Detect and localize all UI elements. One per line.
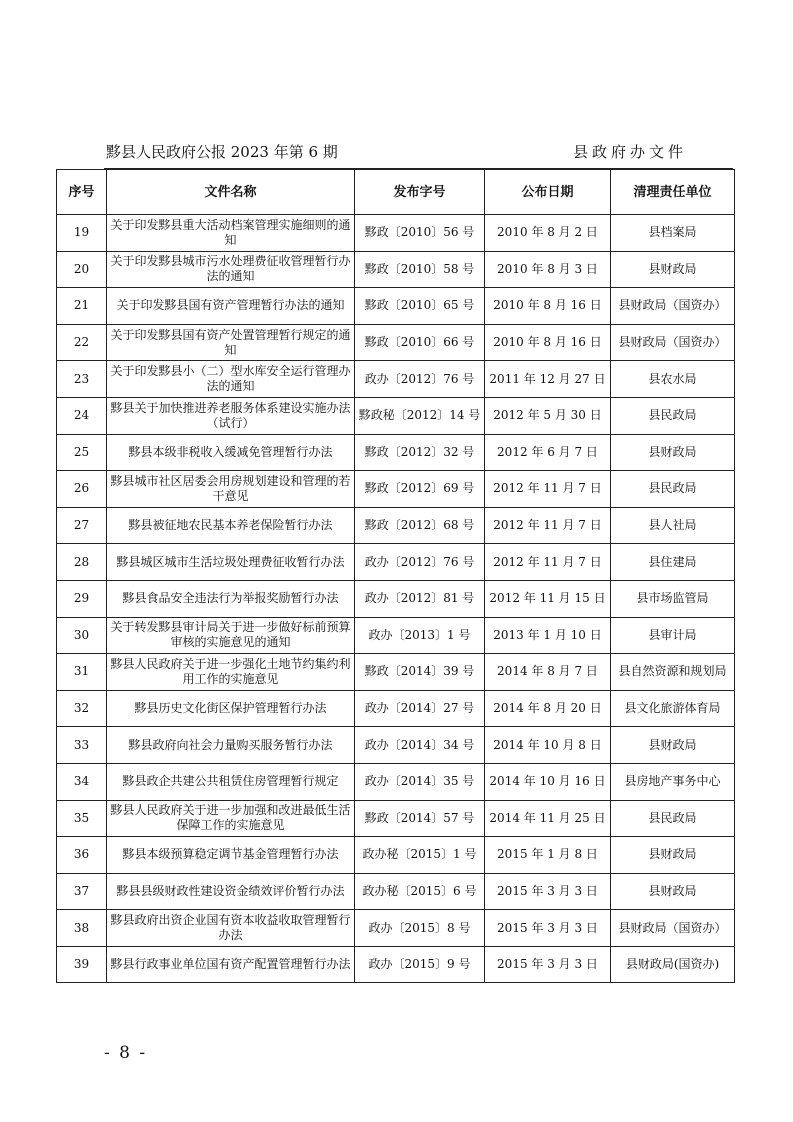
row-number: 29 xyxy=(57,580,107,617)
publish-date: 2013 年 1 月 10 日 xyxy=(485,617,611,654)
publish-date: 2014 年 8 月 7 日 xyxy=(485,654,611,691)
row-number: 36 xyxy=(57,837,107,874)
file-name: 黟县食品安全违法行为举报奖励暂行办法 xyxy=(107,580,355,617)
table-row xyxy=(57,837,735,874)
publish-date: 2010 年 8 月 16 日 xyxy=(485,288,611,325)
row-number: 19 xyxy=(57,215,107,252)
publish-date: 2014 年 10 月 16 日 xyxy=(485,763,611,800)
table-row xyxy=(57,873,735,910)
publish-date: 2011 年 12 月 27 日 xyxy=(485,361,611,398)
publish-date: 2014 年 11 月 25 日 xyxy=(485,800,611,837)
row-number: 23 xyxy=(57,361,107,398)
row-number: 33 xyxy=(57,727,107,764)
publish-date: 2015 年 3 月 3 日 xyxy=(485,946,611,983)
responsible-unit: 县审计局 xyxy=(611,617,735,654)
row-number: 39 xyxy=(57,946,107,983)
bulletin-title: 黟县人民政府公报 2023 年第 6 期 xyxy=(106,143,338,161)
col-header-name: 文件名称 xyxy=(107,170,355,215)
responsible-unit: 县民政局 xyxy=(611,471,735,508)
responsible-unit: 县财政局(国资办) xyxy=(611,946,735,983)
publish-date: 2015 年 3 月 3 日 xyxy=(485,873,611,910)
responsible-unit: 县市场监管局 xyxy=(611,580,735,617)
publish-date: 2012 年 5 月 30 日 xyxy=(485,397,611,434)
file-name: 关于印发黟县国有资产管理暂行办法的通知 xyxy=(107,288,355,325)
issue-code: 黟政〔2010〕56 号 xyxy=(355,215,485,252)
file-name: 关于印发黟县国有资产处置管理暂行规定的通知 xyxy=(107,324,355,361)
responsible-unit: 县民政局 xyxy=(611,800,735,837)
publish-date: 2012 年 11 月 7 日 xyxy=(485,471,611,508)
file-name: 关于转发黟县审计局关于进一步做好标前预算审核的实施意见的通知 xyxy=(107,617,355,654)
row-number: 34 xyxy=(57,763,107,800)
file-name: 黟县行政事业单位国有资产配置管理暂行办法 xyxy=(107,946,355,983)
row-number: 27 xyxy=(57,507,107,544)
issue-code: 黟政〔2010〕65 号 xyxy=(355,288,485,325)
row-number: 38 xyxy=(57,910,107,947)
table-header-row xyxy=(57,170,735,215)
responsible-unit: 县自然资源和规划局 xyxy=(611,654,735,691)
publish-date: 2012 年 11 月 15 日 xyxy=(485,580,611,617)
row-number: 28 xyxy=(57,544,107,581)
responsible-unit: 县财政局 xyxy=(611,837,735,874)
col-header-no: 序号 xyxy=(57,170,107,215)
responsible-unit: 县财政局 xyxy=(611,727,735,764)
issue-code: 政办〔2014〕27 号 xyxy=(355,690,485,727)
publish-date: 2012 年 11 月 7 日 xyxy=(485,544,611,581)
issue-code: 政办秘〔2015〕1 号 xyxy=(355,837,485,874)
issue-code: 黟政〔2014〕57 号 xyxy=(355,800,485,837)
table-row xyxy=(57,397,735,434)
row-number: 26 xyxy=(57,471,107,508)
responsible-unit: 县文化旅游体育局 xyxy=(611,690,735,727)
table-row xyxy=(57,215,735,252)
col-header-code: 发布字号 xyxy=(355,170,485,215)
table-body xyxy=(57,215,735,983)
publish-date: 2012 年 11 月 7 日 xyxy=(485,507,611,544)
document-table xyxy=(56,169,735,983)
table-row xyxy=(57,507,735,544)
table-row xyxy=(57,324,735,361)
publish-date: 2010 年 8 月 3 日 xyxy=(485,251,611,288)
file-name: 黟县人民政府关于进一步加强和改进最低生活保障工作的实施意见 xyxy=(107,800,355,837)
publish-date: 2012 年 6 月 7 日 xyxy=(485,434,611,471)
row-number: 21 xyxy=(57,288,107,325)
publish-date: 2010 年 8 月 16 日 xyxy=(485,324,611,361)
table-row xyxy=(57,910,735,947)
responsible-unit: 县人社局 xyxy=(611,507,735,544)
publish-date: 2015 年 1 月 8 日 xyxy=(485,837,611,874)
file-name: 关于印发黟县重大活动档案管理实施细则的通知 xyxy=(107,215,355,252)
table-row xyxy=(57,580,735,617)
section-title: 县政府办文件 xyxy=(572,143,687,161)
file-name: 关于印发黟县城市污水处理费征收管理暂行办法的通知 xyxy=(107,251,355,288)
table-row xyxy=(57,617,735,654)
file-name: 黟县城区城市生活垃圾处理费征收暂行办法 xyxy=(107,544,355,581)
responsible-unit: 县住建局 xyxy=(611,544,735,581)
responsible-unit: 县农水局 xyxy=(611,361,735,398)
table-row xyxy=(57,544,735,581)
table-row xyxy=(57,361,735,398)
table-row xyxy=(57,800,735,837)
issue-code: 政办〔2015〕9 号 xyxy=(355,946,485,983)
row-number: 31 xyxy=(57,654,107,691)
issue-code: 黟政〔2014〕39 号 xyxy=(355,654,485,691)
publish-date: 2015 年 3 月 3 日 xyxy=(485,910,611,947)
issue-code: 黟政〔2012〕32 号 xyxy=(355,434,485,471)
file-name: 黟县本级预算稳定调节基金管理暂行办法 xyxy=(107,837,355,874)
file-name: 黟县城市社区居委会用房规划建设和管理的若干意见 xyxy=(107,471,355,508)
file-name: 黟县县级财政性建设资金绩效评价暂行办法 xyxy=(107,873,355,910)
issue-code: 政办〔2012〕76 号 xyxy=(355,544,485,581)
page-header xyxy=(104,140,733,170)
issue-code: 政办秘〔2015〕6 号 xyxy=(355,873,485,910)
publish-date: 2010 年 8 月 2 日 xyxy=(485,215,611,252)
col-header-date: 公布日期 xyxy=(485,170,611,215)
table-row xyxy=(57,288,735,325)
file-name: 黟县人民政府关于进一步强化土地节约集约利用工作的实施意见 xyxy=(107,654,355,691)
row-number: 35 xyxy=(57,800,107,837)
file-name: 黟县关于加快推进养老服务体系建设实施办法（试行） xyxy=(107,397,355,434)
row-number: 32 xyxy=(57,690,107,727)
table-row xyxy=(57,763,735,800)
responsible-unit: 县财政局（国资办） xyxy=(611,910,735,947)
issue-code: 政办〔2015〕8 号 xyxy=(355,910,485,947)
issue-code: 政办〔2014〕35 号 xyxy=(355,763,485,800)
issue-code: 政办〔2012〕76 号 xyxy=(355,361,485,398)
responsible-unit: 县财政局（国资办） xyxy=(611,324,735,361)
file-name: 关于印发黟县小（二）型水库安全运行管理办法的通知 xyxy=(107,361,355,398)
table-row xyxy=(57,434,735,471)
issue-code: 黟政〔2012〕69 号 xyxy=(355,471,485,508)
table-row xyxy=(57,654,735,691)
file-name: 黟县政企共建公共租赁住房管理暂行规定 xyxy=(107,763,355,800)
issue-code: 政办〔2012〕81 号 xyxy=(355,580,485,617)
row-number: 22 xyxy=(57,324,107,361)
issue-code: 政办〔2013〕1 号 xyxy=(355,617,485,654)
row-number: 25 xyxy=(57,434,107,471)
row-number: 20 xyxy=(57,251,107,288)
file-name: 黟县历史文化街区保护管理暂行办法 xyxy=(107,690,355,727)
table-row xyxy=(57,251,735,288)
page-number: - 8 - xyxy=(104,1043,148,1063)
issue-code: 黟政〔2012〕68 号 xyxy=(355,507,485,544)
publish-date: 2014 年 8 月 20 日 xyxy=(485,690,611,727)
row-number: 37 xyxy=(57,873,107,910)
file-name: 黟县政府向社会力量购买服务暂行办法 xyxy=(107,727,355,764)
issue-code: 黟政〔2010〕66 号 xyxy=(355,324,485,361)
responsible-unit: 县财政局 xyxy=(611,873,735,910)
table-row xyxy=(57,727,735,764)
row-number: 24 xyxy=(57,397,107,434)
publish-date: 2014 年 10 月 8 日 xyxy=(485,727,611,764)
row-number: 30 xyxy=(57,617,107,654)
responsible-unit: 县财政局 xyxy=(611,251,735,288)
responsible-unit: 县财政局 xyxy=(611,434,735,471)
issue-code: 政办〔2014〕34 号 xyxy=(355,727,485,764)
table-row xyxy=(57,471,735,508)
responsible-unit: 县民政局 xyxy=(611,397,735,434)
issue-code: 黟政秘〔2012〕14 号 xyxy=(355,397,485,434)
table-row xyxy=(57,690,735,727)
file-name: 黟县被征地农民基本养老保险暂行办法 xyxy=(107,507,355,544)
issue-code: 黟政〔2010〕58 号 xyxy=(355,251,485,288)
table-row xyxy=(57,946,735,983)
file-name: 黟县政府出资企业国有资本收益收取管理暂行办法 xyxy=(107,910,355,947)
responsible-unit: 县财政局（国资办） xyxy=(611,288,735,325)
responsible-unit: 县房地产事务中心 xyxy=(611,763,735,800)
col-header-unit: 清理责任单位 xyxy=(611,170,735,215)
file-name: 黟县本级非税收入缓减免管理暂行办法 xyxy=(107,434,355,471)
responsible-unit: 县档案局 xyxy=(611,215,735,252)
